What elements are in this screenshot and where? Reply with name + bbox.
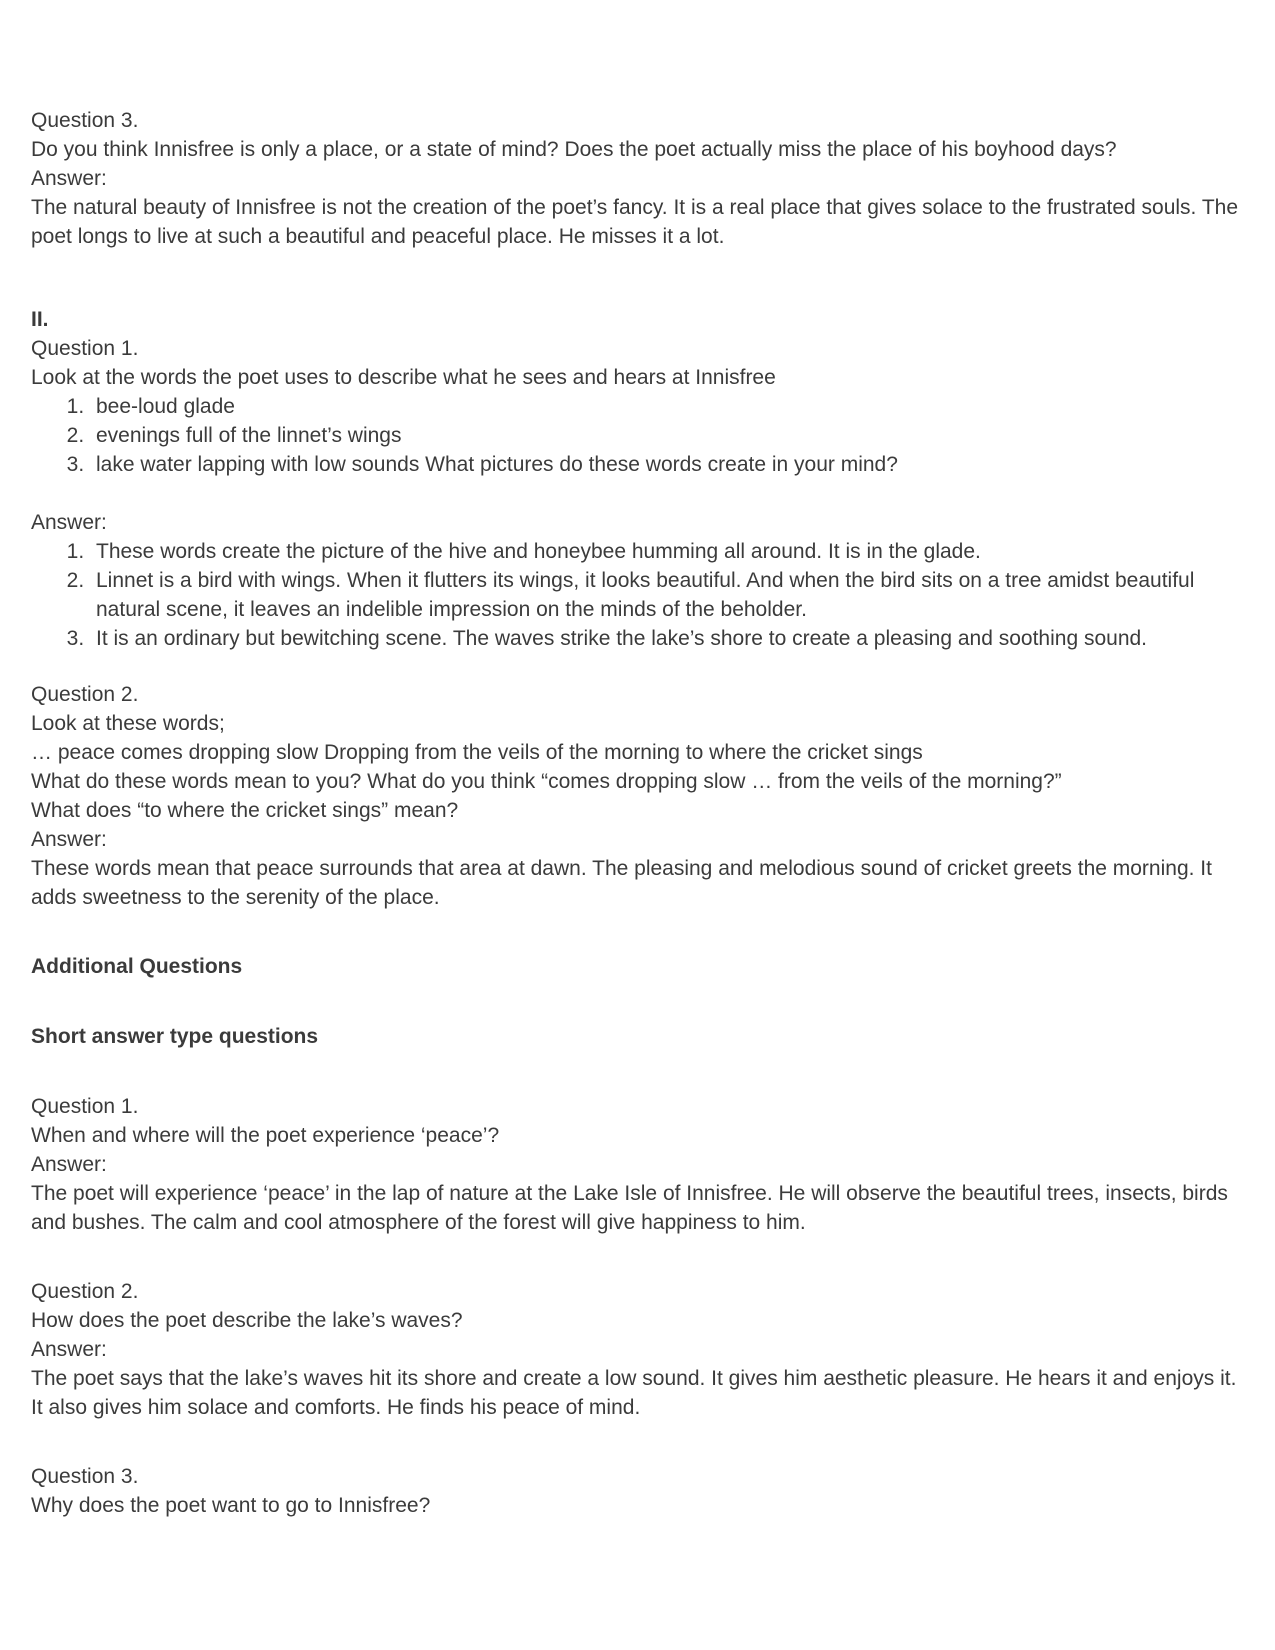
answer-text: These words mean that peace surrounds that area at dawn. The pleasing and melodious sound of cricket greets the morning. It adds sweetness to the serenity of the place. [31,857,1212,909]
answer-text: The natural beauty of Innisfree is not the creation of the poet’s fancy. It is a real place that gives solace to the frustrated souls. The poet longs to live at such a beautiful and peaceful place. He misses it a lot. [31,196,1239,248]
answer-text: The poet will experience ‘peace’ in the lap of nature at the Lake Isle of Innisfree. He will observe the beautiful trees, insects, birds and bushes. The calm and cool atmosphere of the forest will give happiness to him. [31,1182,1228,1234]
additional-questions-heading: Additional Questions [31,955,243,978]
list-item: 3. It is an ordinary but bewitching scene. The waves strike the lake’s shore to create a pleasing and soothing sound. [90,624,1244,653]
answer-label: Answer: [31,511,107,534]
part-two-heading: II. [31,308,49,331]
exercise-question-3-block [31,106,1244,251]
question-label: Question 3. [31,109,139,132]
list-item: 1. bee-loud glade [90,392,1244,421]
list-item: 1. These words create the picture of the hive and honeybee humming all around. It is in the glade. [90,537,1244,566]
question-text: How does the poet describe the lake’s waves? [31,1309,463,1332]
answer-text: The poet says that the lake’s waves hit its shore and create a low sound. It gives him aesthetic pleasure. He hears it and enjoys it. It also gives him solace and comforts. He finds his peace of mind. [31,1367,1237,1419]
list-item: 3. lake water lapping with low sounds What pictures do these words create in your mind? [90,450,1244,479]
question-text: Look at the words the poet uses to describe what he sees and hears at Innisfree [31,366,776,389]
answer-label: Answer: [31,828,107,851]
sense-words-list [31,392,1244,479]
question-text: Why does the poet want to go to Innisfree? [31,1494,431,1517]
question-label: Question 2. [31,683,139,706]
question-text: Do you think Innisfree is only a place, or a state of mind? Does the poet actually miss the place of his boyhood days? [31,138,1117,161]
part-two-question-1-block [31,305,1244,392]
question-label: Question 1. [31,1095,139,1118]
question-label: Question 1. [31,337,139,360]
question-label: Question 3. [31,1465,139,1488]
short-answer-type-heading: Short answer type questions [31,1025,319,1048]
list-item: 2. Linnet is a bird with wings. When it flutters its wings, it looks beautiful. And when the bird sits on a tree amidst beautiful natural scene, it leaves an indelible impression on the minds of the beholder. [90,566,1244,624]
short-answer-question-2-block [31,1277,1244,1422]
poem-quote: … peace comes dropping slow Dropping from the veils of the morning to where the cricket sings [31,741,923,764]
answer-label: Answer: [31,1153,107,1176]
list-item: 2. evenings full of the linnet’s wings [90,421,1244,450]
short-answer-question-1-block [31,1092,1244,1237]
question-intro: Look at these words; [31,712,225,735]
question-text: What do these words mean to you? What do you think “comes dropping slow … from the veils of the morning?” [31,770,1062,793]
answers-list [31,537,1244,653]
question-text: What does “to where the cricket sings” mean? [31,799,459,822]
answer-label: Answer: [31,1338,107,1361]
question-label: Question 2. [31,1280,139,1303]
answer-label: Answer: [31,167,107,190]
part-two-question-2-block [31,680,1244,912]
short-answer-question-3-block [31,1462,1244,1520]
question-text: When and where will the poet experience ‘peace’? [31,1124,500,1147]
